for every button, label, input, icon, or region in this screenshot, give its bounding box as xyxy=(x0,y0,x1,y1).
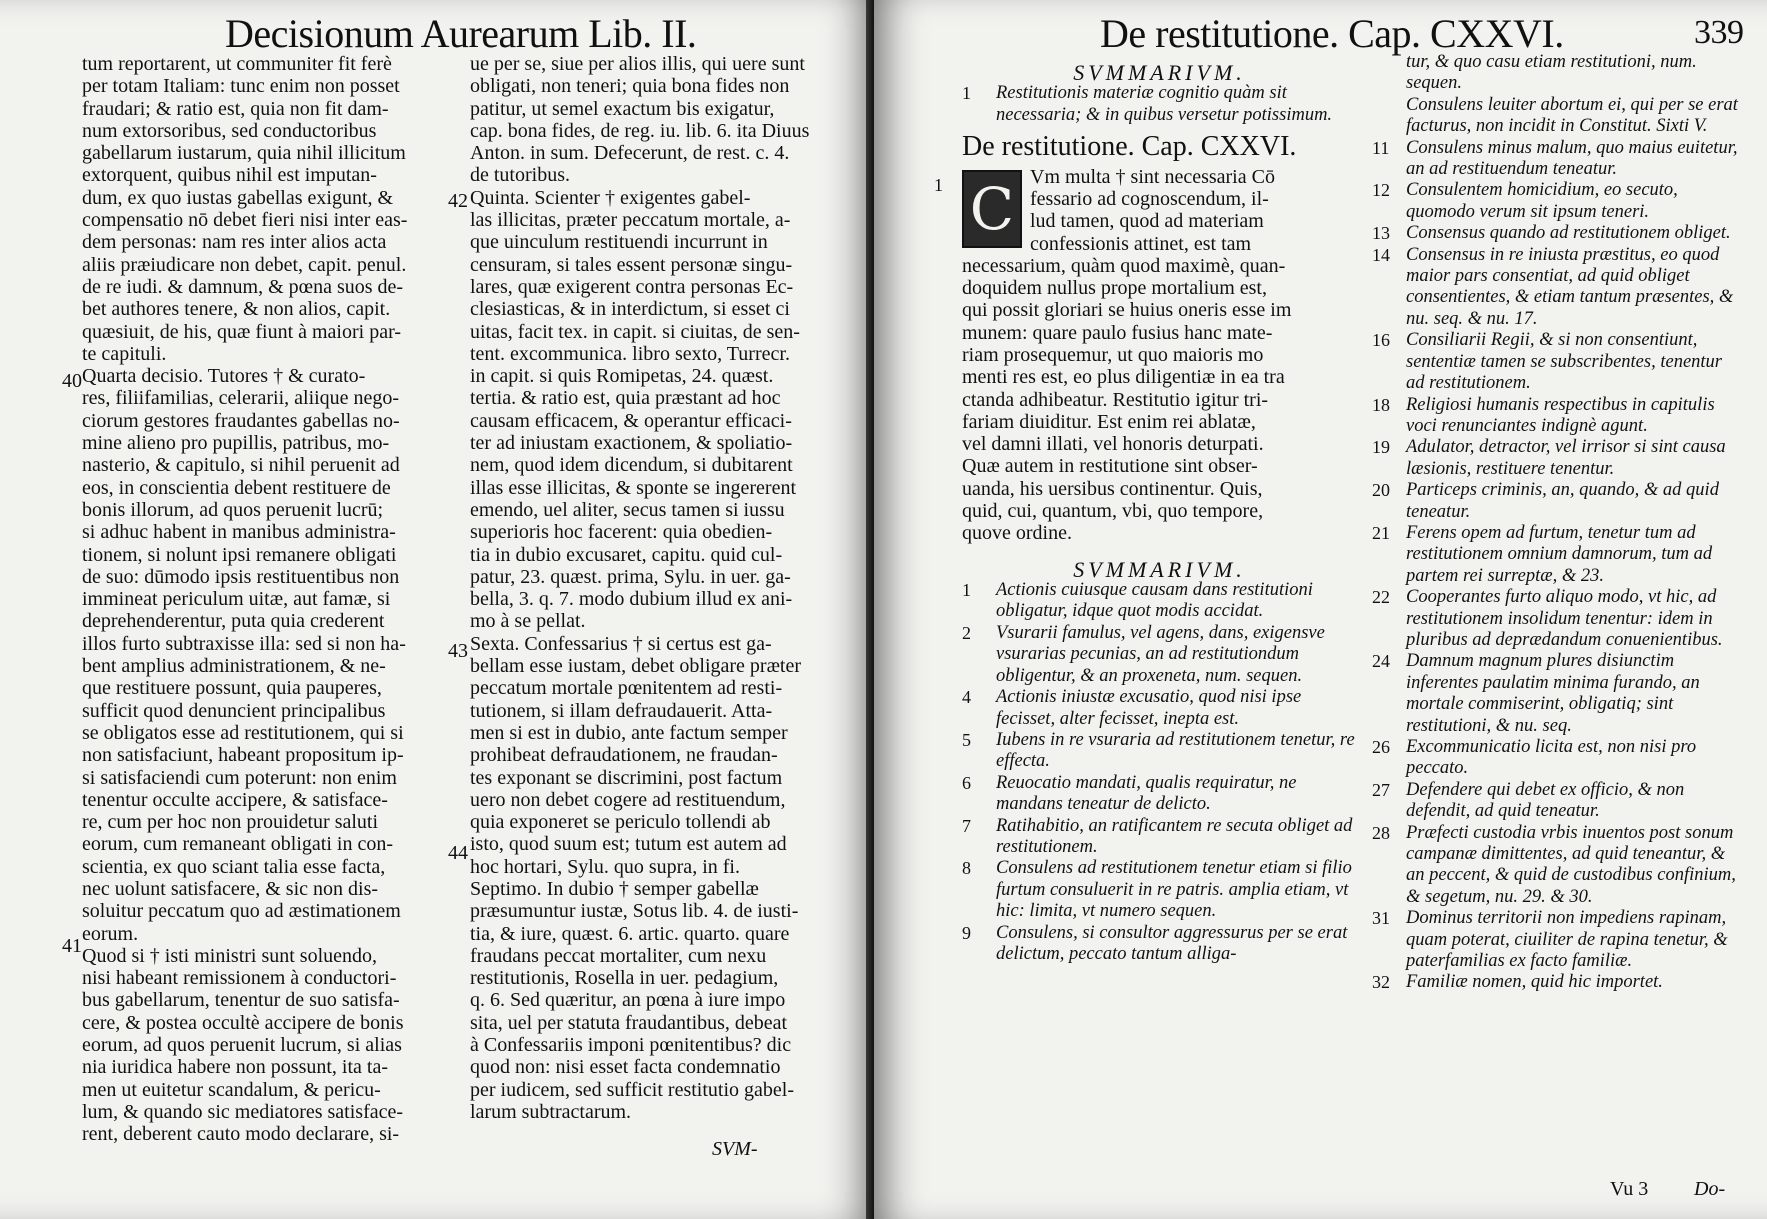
text-line: à Confessariis imponi pœnitentibus? dic xyxy=(470,1034,792,1057)
summary-item-number: 24 xyxy=(1372,651,1390,672)
summary-item xyxy=(1372,95,1742,138)
summary-item-text: Defendere qui debet ex officio, & non defendit, ad quid teneatur. xyxy=(1406,779,1685,822)
right-page xyxy=(874,0,1767,1219)
summary-item-text: Damnum magnum plures disiunctim inferentes paulatim minima furando, an mortale commiserint, obligatiq; sint restitutioni, & nu. seq. xyxy=(1406,651,1700,736)
text-line: fariam diuiditur. Est enim rei ablatæ, xyxy=(962,410,1256,433)
text-line: res, filiifamilias, celerarii, aliique nego- xyxy=(82,387,400,410)
summary-item-text: Familiæ nomen, quid hic importet. xyxy=(1406,972,1663,993)
summary-item xyxy=(1372,330,1742,394)
summary-item-number: 5 xyxy=(962,729,971,750)
summary-item-text: Consensus quando ad restitutionem obliget. xyxy=(1406,223,1731,244)
summary-item-number: 28 xyxy=(1372,822,1390,843)
text-line: eorum, cum remaneant obligati in con- xyxy=(82,833,394,856)
summary-item-number: 1 xyxy=(962,580,971,601)
summary-item-text: Consulentem homicidium, eo secuto, quomodo verum sit ipsum teneri. xyxy=(1406,180,1678,222)
summary-item-number: 26 xyxy=(1372,737,1390,757)
text-line: se obligatos esse ad restitutionem, qui si xyxy=(82,721,404,744)
text-line: restitutionis, Rosella in uer. pedagium, xyxy=(470,967,779,990)
text-line: nisi habeant remissionem à conductori- xyxy=(82,967,397,990)
summary-item xyxy=(1372,823,1742,909)
text-line: non satisfaciunt, habeant propositum ip- xyxy=(82,744,404,767)
text-line: riam prosequemur, ut quo maioris mo xyxy=(962,344,1264,366)
text-line: que restituere possunt, quia pauperes, xyxy=(82,677,382,700)
summary-item xyxy=(1372,780,1742,823)
right-column-2 xyxy=(1372,52,1742,994)
summary-item-text: Actionis cuiusque causam dans restitutioni obligatur, idque quot modis accidat. xyxy=(996,580,1313,622)
text-line: cere, & postea occultè accipere de bonis xyxy=(82,1011,404,1034)
text-line: sufficit quod denuncient principalibus xyxy=(82,699,386,722)
summary-item-text: Excommunicatio licita est, non nisi pro peccato. xyxy=(1406,737,1697,779)
summary-item-number: 4 xyxy=(962,687,971,708)
text-line: dem personas: nam res inter alios acta xyxy=(82,231,387,254)
text-line: mo à se pellat. xyxy=(470,610,586,633)
text-line: hoc hortari, Sylu. quo supra, in fi. xyxy=(470,855,740,878)
text-line: rent, deberent cauto modo declarare, si- xyxy=(82,1123,400,1146)
text-line: de tutoribus. xyxy=(470,164,570,187)
left-page xyxy=(0,0,874,1219)
summary-item-text: Religiosi humanis respectibus in capitulis voci renunciantes indignè agunt. xyxy=(1406,394,1715,436)
summary-item-number: 18 xyxy=(1372,394,1390,415)
summary-item-text: Consiliarii Regii, & si non consentiunt, sententiæ tamen se subscribentes, tenentur ad restitutionem. xyxy=(1406,330,1722,394)
text-line: bent amplius administrationem, & ne- xyxy=(82,655,386,678)
text-line: munem: quare paulo fusius hanc mate- xyxy=(962,321,1273,344)
text-line: tia in dubio excusaret, capitu. quid cul- xyxy=(470,543,783,566)
summary-item-text: Ratihabitio, an ratificantem re secuta obliget ad restitutionem. xyxy=(996,815,1353,857)
text-line: per iudicem, sed sufficit restitutio gabel- xyxy=(470,1078,794,1101)
summary-item-number: 12 xyxy=(1372,180,1390,201)
left-catchword: SVM- xyxy=(712,1138,758,1160)
text-line: isto, quod suum est; tutum est autem ad xyxy=(470,833,787,856)
text-line: ciorum gestores fraudantes gabellas no- xyxy=(82,409,400,432)
text-line: tent. excommunica. libro sexto, Turrecr. xyxy=(470,342,790,365)
text-line: si adhuc habent in manibus administra- xyxy=(82,521,396,544)
summary-item-number: 2 xyxy=(962,622,971,643)
summary-item-text: Consensus in re iniusta præstitus, eo quod maior pars consentiat, ad quid obliget consentientes, & etiam tantum præsentes, & nu. seq. & nu. 17. xyxy=(1406,244,1734,329)
summary-item xyxy=(1372,52,1742,95)
summary-item-text: Consulens leuiter abortum ei, qui per se erat facturus, non incidit in Constitut. Sixti V. xyxy=(1406,94,1738,137)
text-line: obligati, non teneri; quia bona fides non xyxy=(470,75,790,98)
text-line: Vm multa † sint necessaria Cō xyxy=(1030,165,1275,188)
text-line: aliis præiudicare non debet, capit. penul. xyxy=(82,253,407,276)
summary-item xyxy=(1372,908,1742,972)
text-line: deprehenderentur, puta quia crederent xyxy=(82,610,385,633)
text-line: illas esse illicitas, & sponte se ingererent xyxy=(470,476,797,499)
text-line: fraudari; & ratio est, quia non fit dam- xyxy=(82,97,389,120)
text-line: menti res est, eo plus diligentiæ in ea tra xyxy=(962,366,1285,389)
margin-number: 42 xyxy=(448,190,468,212)
summary-item xyxy=(1372,180,1742,223)
text-line: tia, & iure, quæst. 6. artic. quarto. quare xyxy=(470,922,790,945)
summary-item-number: 9 xyxy=(962,922,971,943)
text-line: dum, ex quo iustas gabellas exigunt, & xyxy=(82,186,394,209)
text-line: quæsiuit, de his, quæ fiunt à maiori par- xyxy=(82,320,402,343)
text-line: fessario ad cognoscendum, il- xyxy=(1030,187,1269,210)
text-line: nec uolunt satisfacere, & sic non dis- xyxy=(82,877,379,900)
summary-title-2: SVMMARIVM. xyxy=(1073,556,1246,582)
text-line: superioris hoc facerent: quia obedien- xyxy=(470,521,773,544)
text-line: men ut euitetur scandalum, & pericu- xyxy=(82,1078,381,1101)
text-line: q. 6. Sed quæritur, an pœna à iure impo xyxy=(470,989,786,1012)
text-line: quia exponeret se periculo tollendi ab xyxy=(470,811,771,834)
text-line: que uinculum restituendi incurrunt in xyxy=(470,231,768,254)
text-line: fraudans peccat mortaliter, cum nexu xyxy=(470,944,767,967)
summary-item-number: 7 xyxy=(962,815,971,836)
text-line: lum, & quando sic mediatores satisface- xyxy=(82,1100,404,1123)
text-line: de suo: dūmodo ipsis restituentibus non xyxy=(82,565,400,588)
drop-initial: C xyxy=(962,170,1022,248)
summary-item-text: Cooperantes furto aliquo modo, vt hic, ad restitutionem insolidum tenentur: idem in pluribus ad deprædandum conuenientibus. xyxy=(1406,587,1723,650)
text-line: tum reportarent, ut communiter fit ferè xyxy=(82,53,392,75)
signature-mark: Vu 3 xyxy=(1610,1178,1649,1200)
text-line: lares, quæ exigerent contra personas Ec- xyxy=(470,275,794,298)
text-line: Quæ autem in restitutione sint obser- xyxy=(962,455,1258,478)
text-line: Quod si † isti ministri sunt soluendo, xyxy=(82,944,378,967)
text-line: bus gabellarum, tenentur de suo satisfa- xyxy=(82,989,400,1012)
text-line: compensatio nō debet fieri nisi inter eas- xyxy=(82,209,408,232)
summary-item-number: 21 xyxy=(1372,522,1390,543)
text-line: Anton. in sum. Defecerunt, de rest. c. 4. xyxy=(470,142,790,165)
summary-item-number: 27 xyxy=(1372,779,1390,800)
text-line: num extorsoribus, sed conductoribus xyxy=(82,119,377,142)
summary-item xyxy=(1372,480,1742,523)
summary-item-number: 8 xyxy=(962,858,971,879)
text-line: vel damni illati, vel honoris deturpati. xyxy=(962,433,1264,456)
summary-item xyxy=(1372,523,1742,587)
summary-item-number: 22 xyxy=(1372,587,1390,608)
left-running-head: Decisionum Aurearum Lib. II. xyxy=(225,11,697,56)
text-line: per totam Italiam: tunc enim non posset xyxy=(82,75,400,98)
summary-item-text: Ferens opem ad furtum, tenetur tum ad restitutionem omnium damnorum, tum ad partem rei surreptæ, & 23. xyxy=(1406,522,1713,586)
summary-item-number: 20 xyxy=(1372,480,1390,501)
text-line: tutionem, si illam defraudauerit. Atta- xyxy=(470,699,773,722)
text-line: eorum. xyxy=(82,922,139,945)
text-line: de re iudi. & damnum, & pœna suos de- xyxy=(82,275,404,298)
text-line: tenentur occulte accipere, & satisface- xyxy=(82,788,388,811)
summary-item-number: 19 xyxy=(1372,437,1390,458)
text-line: necessarium, quàm quod maximè, quan- xyxy=(962,254,1286,277)
summary-item-number: 1 xyxy=(962,83,971,104)
text-line: Quinta. Scienter † exigentes gabel- xyxy=(470,186,751,209)
text-line: tes exponant se discrimini, post factum xyxy=(470,766,783,789)
summary-item-text: Particeps criminis, an, quando, & ad quid teneatur. xyxy=(1406,480,1719,522)
text-line: prohibeat defraudationem, ne fraudan- xyxy=(470,744,778,767)
text-line: patitur, ut semel exactum bis exigatur, xyxy=(470,97,775,120)
text-line: bet authores tenere, & non alios, capit. xyxy=(82,298,391,321)
text-line: sita, uel per statuta fraudantibus, debeat xyxy=(470,1011,788,1034)
summary-item-text: Dominus territorii non impediens rapinam, quam poterat, ciuiliter de rapina tenetur, & paterfamilias ex facto familiæ. xyxy=(1406,908,1728,972)
text-line: ue per se, siue per alios illis, qui uere sunt xyxy=(470,53,805,75)
text-line: eos, in conscientia debent restituere de xyxy=(82,476,391,499)
text-line: uanda, his uersibus continentur. Quis, xyxy=(962,477,1263,500)
text-line: nia iuridica habere non possunt, ita ta- xyxy=(82,1056,389,1079)
margin-number: 43 xyxy=(448,640,468,662)
summary-item-text: Restitutionis materiæ cognitio quàm sit necessaria; & in quibus versetur potissimum. xyxy=(996,83,1333,125)
text-line: præsumuntur iustæ, Sotus lib. 4. de iusti- xyxy=(470,900,799,923)
text-line: peccatum mortale pœnitentem ad resti- xyxy=(470,677,783,700)
left-column-1 xyxy=(82,53,442,1146)
summary-item xyxy=(1372,437,1742,480)
summary-item xyxy=(1372,138,1742,181)
summary-item xyxy=(1372,223,1742,244)
summary-item-text: Adulator, detractor, vel irrisor si sint causa læsionis, restituere tenentur. xyxy=(1406,437,1726,479)
text-line: gabellarum iustarum, quia nihil illicitum xyxy=(82,142,406,165)
summary-item-number: 11 xyxy=(1372,137,1390,158)
text-line: men si est in dubio, ante factum semper xyxy=(470,721,788,744)
summary-item-text: Consulens, si consultor aggressurus per se erat delictum, peccato tantum alliga- xyxy=(996,922,1348,964)
chapter-margin-number: 1 xyxy=(934,174,943,195)
text-line: nasterio, & capitulo, si nihil peruenit ad xyxy=(82,454,400,477)
text-line: tertia. & ratio est, quia præstant ad hoc xyxy=(470,387,781,410)
page-number: 339 xyxy=(1694,14,1744,51)
summary-item-number: 6 xyxy=(962,772,971,793)
text-line: re, cum per hoc non prouidetur saluti xyxy=(82,811,379,834)
text-line: quod non: nisi esset facta condemnatio xyxy=(470,1056,781,1079)
margin-number: 41 xyxy=(62,935,82,957)
summary-item xyxy=(1372,245,1742,331)
summary-item-number: 16 xyxy=(1372,330,1390,351)
text-line: patur, 23. quæst. prima, Sylu. in uer. ga- xyxy=(470,565,791,588)
text-line: bella, 3. q. 7. modo dubium illud ex ani- xyxy=(470,588,793,611)
summary-item-text: Actionis iniustæ excusatio, quod nisi ipse fecisset, alter fecisset, inepta est. xyxy=(996,687,1302,729)
text-line: Sexta. Confessarius † si certus est ga- xyxy=(470,632,772,655)
text-line: quove ordine. xyxy=(962,522,1072,545)
text-line: extorquent, quibus nihil est imputan- xyxy=(82,164,377,187)
summary-item-number: 13 xyxy=(1372,223,1390,244)
text-line: lud tamen, quod ad materiam xyxy=(1030,210,1264,233)
text-line: las illicitas, præter peccatum mortale, a- xyxy=(470,209,791,232)
summary-item-number: 14 xyxy=(1372,244,1390,265)
text-line: Septimo. In dubio † semper gabellæ xyxy=(470,877,759,900)
text-line: mine alieno pro pupillis, patribus, mo- xyxy=(82,432,390,455)
text-line: censuram, si tales essent personæ singu- xyxy=(470,253,793,276)
right-catchword: Do- xyxy=(1694,1178,1726,1200)
text-line: Quarta decisio. Tutores † & curato- xyxy=(82,365,366,388)
text-line: cap. bona fides, de reg. iu. lib. 6. ita Diuus xyxy=(470,119,810,142)
text-line: bellam esse iustam, debet obligare præter xyxy=(470,655,802,678)
summary-item xyxy=(1372,737,1742,780)
right-running-head: De restitutione. Cap. CXXVI. xyxy=(1100,11,1564,56)
margin-number: 44 xyxy=(448,842,468,864)
text-line: larum subtractarum. xyxy=(470,1100,632,1123)
text-line: si satisfaciendi cum poterunt: non enim xyxy=(82,766,397,789)
summary-item-text: tur, & quo casu etiam restitutioni, num. sequen. xyxy=(1406,52,1697,94)
text-line: doquidem nullus prope mortalium est, xyxy=(962,277,1267,300)
text-line: causam efficacem, & operantur efficaci- xyxy=(470,409,792,432)
text-line: bonis illorum, ad quos peruenit lucrū; xyxy=(82,498,384,521)
text-line: ter ad iniustam exactionem, & spoliatio- xyxy=(470,432,793,455)
summary-item xyxy=(1372,651,1742,737)
text-line: qui possit gloriari se huius oneris esse im xyxy=(962,299,1292,322)
summary-item-text: Præfecti custodia vrbis inuentos post sonum campanæ dimittentes, ad quid teneantur, & an peccent, & quid de custodibus confinium, & segetum, nu. 29. & 30. xyxy=(1406,822,1736,907)
text-line: uitas, facit tex. in capit. si ciuitas, de sen- xyxy=(470,320,800,343)
text-line: clesiasticas, & in interdictum, si esset ci xyxy=(470,298,790,321)
chapter-title: De restitutione. Cap. CXXVI. xyxy=(962,131,1297,163)
text-line: quid, cui, quantum, vbi, quo tempore, xyxy=(962,500,1264,523)
margin-number: 40 xyxy=(62,370,82,392)
summary-item xyxy=(1372,972,1742,993)
summary-item-text: Iubens in re vsuraria ad restitutionem tenetur, re effecta. xyxy=(996,729,1355,772)
summary-item-text: Vsurarii famulus, vel agens, dans, exigensve vsurarias pecunias, an ad restitutiondum obligentur, & an proxeneta, num. sequen. xyxy=(996,622,1325,686)
text-line: soluitur peccatum quo ad æstimationem xyxy=(82,900,401,923)
summary-item-text: Reuocatio mandati, qualis requiratur, ne mandans teneatur de delicto. xyxy=(996,772,1297,815)
text-line: te capituli. xyxy=(82,342,167,365)
text-line: tionem, si nolunt ipsi remanere obligati xyxy=(82,543,397,566)
text-line: ctanda adhibeatur. Restitutio igitur tri- xyxy=(962,388,1269,411)
summary-item xyxy=(1372,587,1742,651)
text-line: scientia, ex quo sciant talia esse facta, xyxy=(82,855,386,878)
summary-item-text: Consulens ad restitutionem tenetur etiam si filio furtum consuluerit in re patris. amplia etiam, vt hic: limita, vt numero sequen. xyxy=(996,858,1352,922)
text-line: emendo, uel aliter, secus tamen si iussu xyxy=(470,498,785,521)
text-line: immineat periculum uitæ, aut famæ, si xyxy=(82,588,391,611)
summary-item xyxy=(1372,395,1742,438)
text-line: uero non debet cogere ad restituendum, xyxy=(470,788,786,811)
text-line: confessionis attinet, est tam xyxy=(1030,232,1252,255)
summary-item-number: 31 xyxy=(1372,908,1390,929)
summary-title: SVMMARIVM. xyxy=(1073,60,1246,85)
left-column-2 xyxy=(470,53,845,1123)
text-line: illos furto subtraxisse illa: sed si non ha- xyxy=(82,632,406,655)
text-line: nem, quod idem dicendum, si dubitarent xyxy=(470,454,793,477)
text-line: in capit. si quis Romipetas, 24. quæst. xyxy=(470,365,774,388)
summary-item-text: Consulens minus malum, quo maius euitetur, an ad restituendum teneatur. xyxy=(1406,137,1738,180)
summary-item-number: 32 xyxy=(1372,972,1390,993)
text-line: eorum, ad quos peruenit lucrum, si alias xyxy=(82,1034,402,1057)
